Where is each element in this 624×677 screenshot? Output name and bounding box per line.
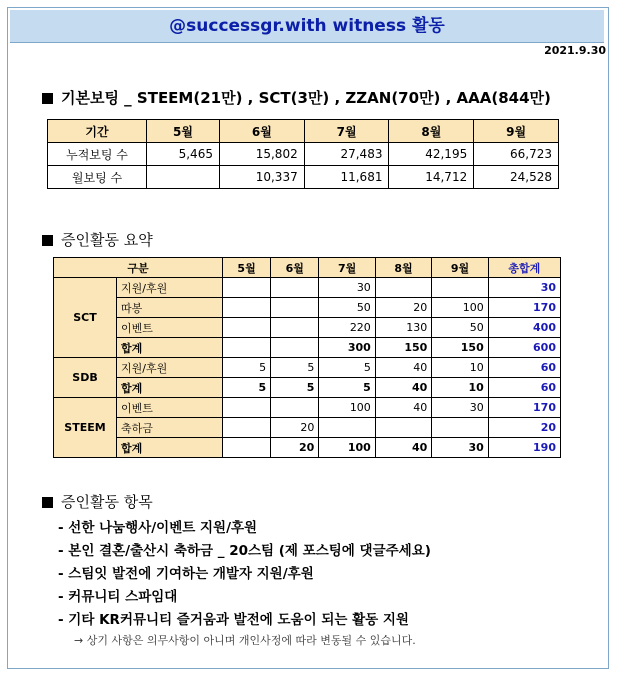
table-row-subtotal [54,338,561,358]
header-cell: 8월 [389,120,474,143]
table-cell: 10 [432,378,488,398]
table-cell: 5 [271,358,319,378]
table-cell: 100 [319,438,375,458]
table-row [54,418,561,438]
section2-heading-text: 증인활동 요약 [61,231,153,249]
group-label: SCT [54,278,117,358]
table-cell: 14,712 [389,166,474,189]
square-bullet-icon [42,497,53,508]
row-label: 월보팅 수 [48,166,147,189]
table-cell: 30 [432,398,488,418]
total-cell: 60 [488,378,560,398]
summary-header-row [54,258,561,278]
table-cell: 11,681 [304,166,389,189]
header-cell: 9월 [432,258,488,278]
table-cell: 220 [319,318,375,338]
header-cell: 기간 [48,120,147,143]
section1-heading [42,87,551,108]
table-cell: 42,195 [389,143,474,166]
table-cell: 5 [271,378,319,398]
table-cell: 5 [319,378,375,398]
header-cell: 5월 [222,258,270,278]
group-label: STEEM [54,398,117,458]
table-cell [375,418,431,438]
table-cell [271,338,319,358]
row-label: 합계 [117,438,223,458]
table-cell: 130 [375,318,431,338]
header-cell: 7월 [304,120,389,143]
table-cell [319,418,375,438]
total-cell: 30 [488,278,560,298]
table-row [48,143,559,166]
table-row [54,358,561,378]
total-cell: 20 [488,418,560,438]
total-cell: 60 [488,358,560,378]
table-cell [271,398,319,418]
table-row [54,398,561,418]
table-cell [222,298,270,318]
table-cell: 27,483 [304,143,389,166]
section1-heading-text: 기본보팅 _ STEEM(21만) , SCT(3만) , ZZAN(70만) , AAA(844만) [61,89,551,107]
table-cell: 100 [319,398,375,418]
table-cell: 24,528 [474,166,559,189]
footnote: → 상기 사항은 의무사항이 아니며 개인사정에 따라 변동될 수 있습니다. [74,634,416,647]
total-cell: 400 [488,318,560,338]
table-cell: 30 [319,278,375,298]
table-cell [432,418,488,438]
total-cell: 190 [488,438,560,458]
table-cell: 5 [222,378,270,398]
section2-heading [42,229,153,250]
row-label: 따봉 [117,298,223,318]
header-cell-total: 총합계 [488,258,560,278]
list-item: - 스팀잇 발전에 기여하는 개발자 지원/후원 [58,566,314,582]
row-label: 합계 [117,338,223,358]
table-cell [271,298,319,318]
table-cell: 150 [432,338,488,358]
header-cell: 8월 [375,258,431,278]
table-cell: 5 [222,358,270,378]
table-cell [222,398,270,418]
table-cell: 50 [319,298,375,318]
table-cell: 66,723 [474,143,559,166]
table-cell: 100 [432,298,488,318]
header-cell: 구분 [54,258,223,278]
table-row [54,318,561,338]
row-label: 합계 [117,378,223,398]
header-cell: 9월 [474,120,559,143]
section3-heading [42,491,153,512]
report-date: 2021.9.30 [544,44,606,57]
table-cell [147,166,220,189]
total-cell: 170 [488,398,560,418]
list-item: - 커뮤니티 스파임대 [58,589,178,605]
activity-list [58,517,431,632]
table-row-subtotal [54,438,561,458]
row-label: 누적보팅 수 [48,143,147,166]
table-cell: 10 [432,358,488,378]
page-title: @successgr.with witness 활동 [10,10,604,43]
summary-table [53,257,561,458]
row-label: 지원/후원 [117,358,223,378]
table-cell: 300 [319,338,375,358]
table-cell: 50 [432,318,488,338]
row-label: 이벤트 [117,318,223,338]
total-cell: 170 [488,298,560,318]
table-cell: 40 [375,398,431,418]
square-bullet-icon [42,93,53,104]
group-label: SDB [54,358,117,398]
table-cell [432,278,488,298]
table-cell: 20 [375,298,431,318]
table-cell: 5,465 [147,143,220,166]
table-cell [222,338,270,358]
table-cell: 15,802 [219,143,304,166]
table-cell [222,418,270,438]
total-cell: 600 [488,338,560,358]
table-cell: 5 [319,358,375,378]
header-cell: 6월 [219,120,304,143]
table-cell: 20 [271,438,319,458]
row-label: 축하금 [117,418,223,438]
table-cell [222,318,270,338]
table-row-subtotal [54,378,561,398]
table-cell [375,278,431,298]
table-row [54,298,561,318]
table-cell: 40 [375,378,431,398]
table-cell [222,438,270,458]
list-item: - 선한 나눔행사/이벤트 지원/후원 [58,520,258,536]
section3-heading-text: 증인활동 항목 [61,493,153,511]
list-item: - 기타 KR커뮤니티 즐거움과 발전에 도움이 되는 활동 지원 [58,612,409,628]
list-item: - 본인 결혼/출산시 축하금 _ 20스팀 (제 포스팅에 댓글주세요) [58,543,431,559]
voting-header-row [48,120,559,143]
table-cell [222,278,270,298]
table-cell: 20 [271,418,319,438]
table-row [54,278,561,298]
row-label: 지원/후원 [117,278,223,298]
table-row [48,166,559,189]
table-cell [271,278,319,298]
table-cell: 10,337 [219,166,304,189]
table-cell: 40 [375,438,431,458]
header-cell: 7월 [319,258,375,278]
table-cell: 40 [375,358,431,378]
table-cell [271,318,319,338]
square-bullet-icon [42,235,53,246]
table-cell: 150 [375,338,431,358]
row-label: 이벤트 [117,398,223,418]
table-cell: 30 [432,438,488,458]
header-cell: 5월 [147,120,220,143]
voting-table [47,119,559,189]
header-cell: 6월 [271,258,319,278]
